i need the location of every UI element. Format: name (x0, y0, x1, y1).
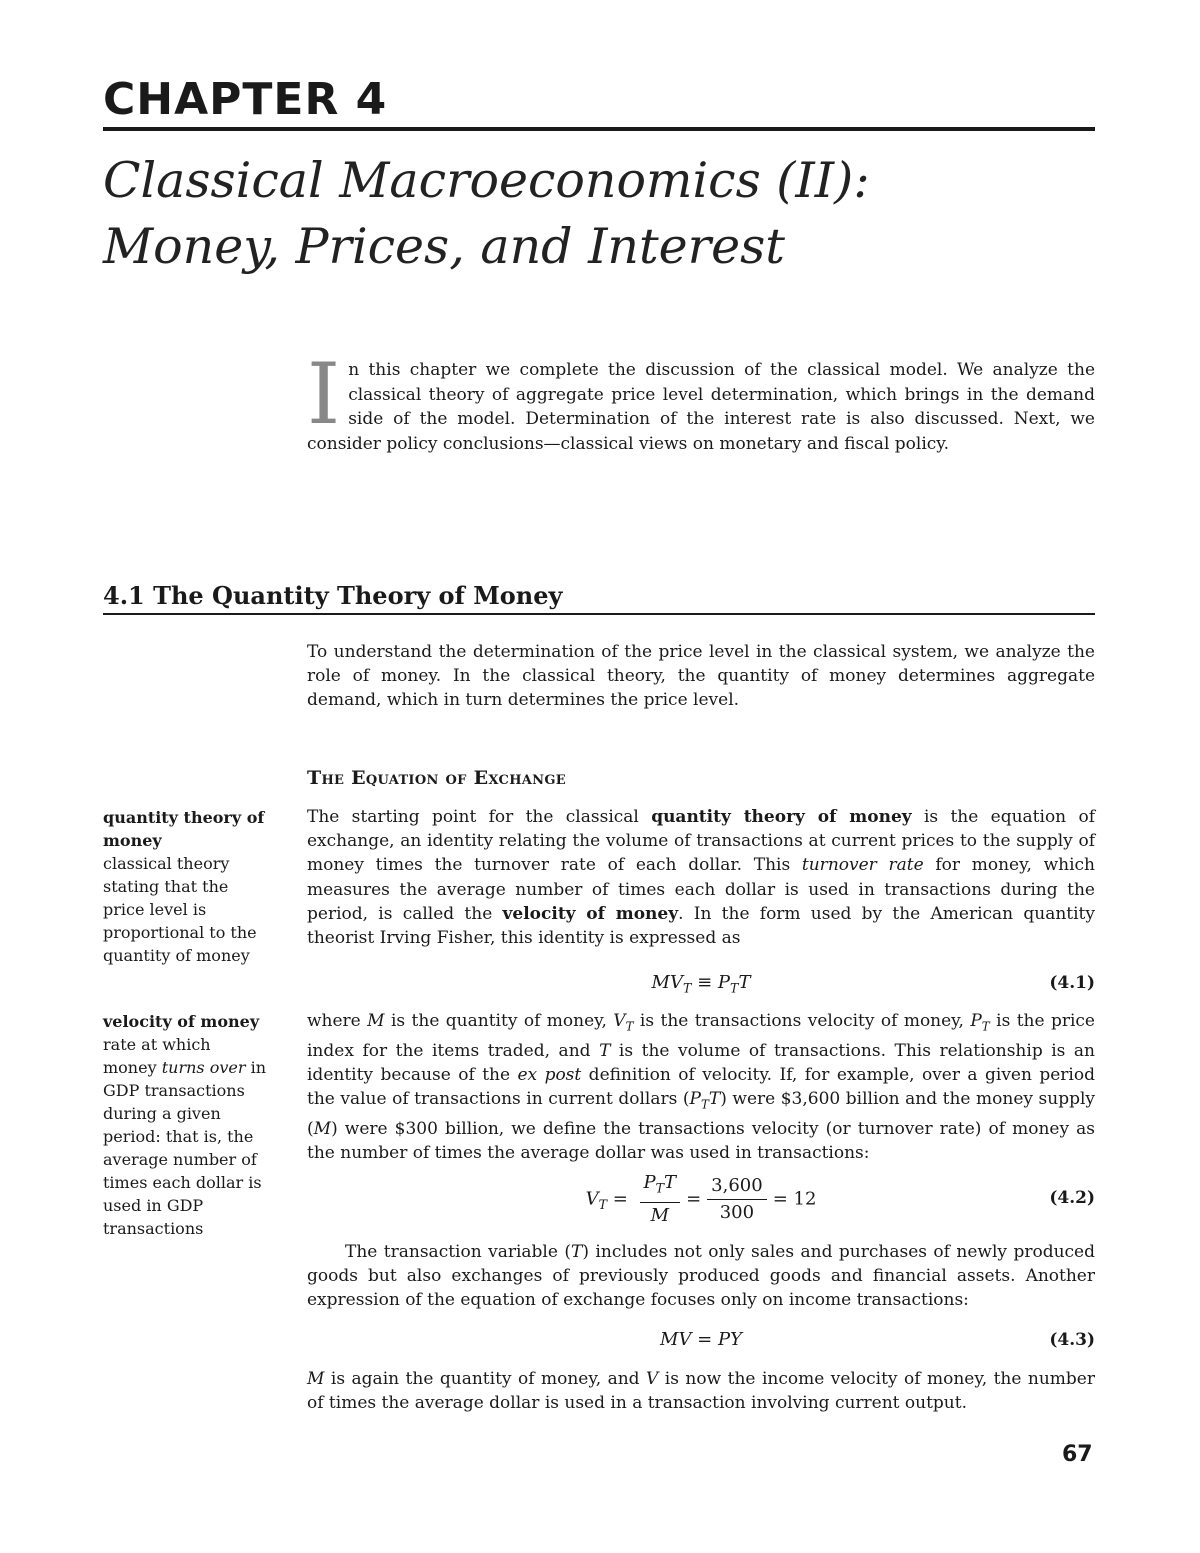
chapter-intro (307, 345, 1095, 456)
margin-note-definition: rate at which money turns over in GDP transactions during a given period: that is, the average number of times each dollar is used in GDP transactions (103, 1035, 266, 1238)
margin-note-definition: classical theory stating that the price level is proportional to the quantity of money (103, 854, 257, 965)
margin-note-quantity-theory (103, 806, 268, 967)
paragraph-5: M is again the quantity of money, and V is now the income velocity of money, the number of times the average dollar is used in a transaction involving current output. (307, 1369, 1095, 1414)
margin-note-term: velocity of money (103, 1012, 260, 1031)
intro-dropcap: I (307, 345, 341, 443)
equation-number: (4.3) (1049, 1330, 1095, 1350)
term-turnover-rate: turnover rate (801, 855, 924, 876)
equation-4-3: MV = PY (4.3) (307, 1325, 1095, 1355)
equation-4-1: $MV_T \equiv P_TT$ (4.1) (307, 968, 1095, 998)
chapter-label: CHAPTER 4 (103, 74, 388, 125)
section-heading: 4.1 The Quantity Theory of Money (103, 581, 563, 610)
paragraph-3: where M is the quantity of money, $V_T$ is the transactions velocity of money, $P_T$ is the price index for the items traded, and T is the volume of transactions. This relationship is an identity because of the ex post definition of velocity. If, for example, over a given period the value of transactions in current dollars $(P_TT)$ were $3,600 billion and the money supply (M) were $300 billion, we define the transactions velocity (or turnover rate) of money as the number of times the average dollar was used in transactions: (307, 1011, 1096, 1163)
paragraph-4: The transaction variable (T) includes not only sales and purchases of newly produced goods but also exchanges of previously produced goods and financial assets. Another expression of the equation of exchange focuses only on income transactions: (307, 1242, 1095, 1311)
fraction-pt-over-m: $\frac{P_TT}{M}$ (640, 1170, 681, 1229)
equation-4-2: $V_T$ = $\frac{P_TT}{M}$ = $\frac{3,600}{300}$ = 12 (4.2) (307, 1170, 1095, 1226)
chapter-title-line-1: Classical Macroeconomics (II): (103, 152, 870, 209)
page-number: 67 (1062, 1442, 1093, 1467)
fraction-3600-over-300: $\frac{3,600}{300}$ (707, 1173, 767, 1226)
equation-number: (4.2) (1049, 1188, 1095, 1208)
chapter-rule (103, 127, 1095, 131)
intro-text: n this chapter we complete the discussion of the classical model. We analyze the classical theory of aggregate price level determination, which brings in the demand side of the model. Determination of the interest rate is also discussed. Next, we consider policy conclusions—classical views on monetary and fiscal policy. (307, 360, 1095, 454)
term-velocity-of-money: velocity of money (502, 903, 679, 924)
paragraph-2: The starting point for the classical quantity theory of money is the equation of exchange, an identity relating the volume of transactions at current prices to the supply of money times the turnover rate of each dollar. This turnover rate for money, which measures the average number of times each dollar is used in transactions during the period, is called the velocity of money. In the form used by the American quantity theorist Irving Fisher, this identity is expressed as (307, 807, 1095, 949)
equation-number: (4.1) (1049, 973, 1095, 993)
subsection-heading: The Equation of Exchange (307, 767, 566, 789)
chapter-title-line-2: Money, Prices, and Interest (103, 218, 785, 275)
chapter-title (103, 148, 1093, 280)
paragraph-1: To understand the determination of the price level in the classical system, we analyze the role of money. In the classical theory, the quantity of money determines aggregate demand, which in turn determines the price level. (307, 642, 1095, 711)
margin-note-velocity (103, 1010, 268, 1240)
term-quantity-theory: quantity theory of money (651, 807, 912, 827)
margin-note-term: quantity theory of money (103, 808, 265, 850)
section-rule (103, 613, 1095, 615)
